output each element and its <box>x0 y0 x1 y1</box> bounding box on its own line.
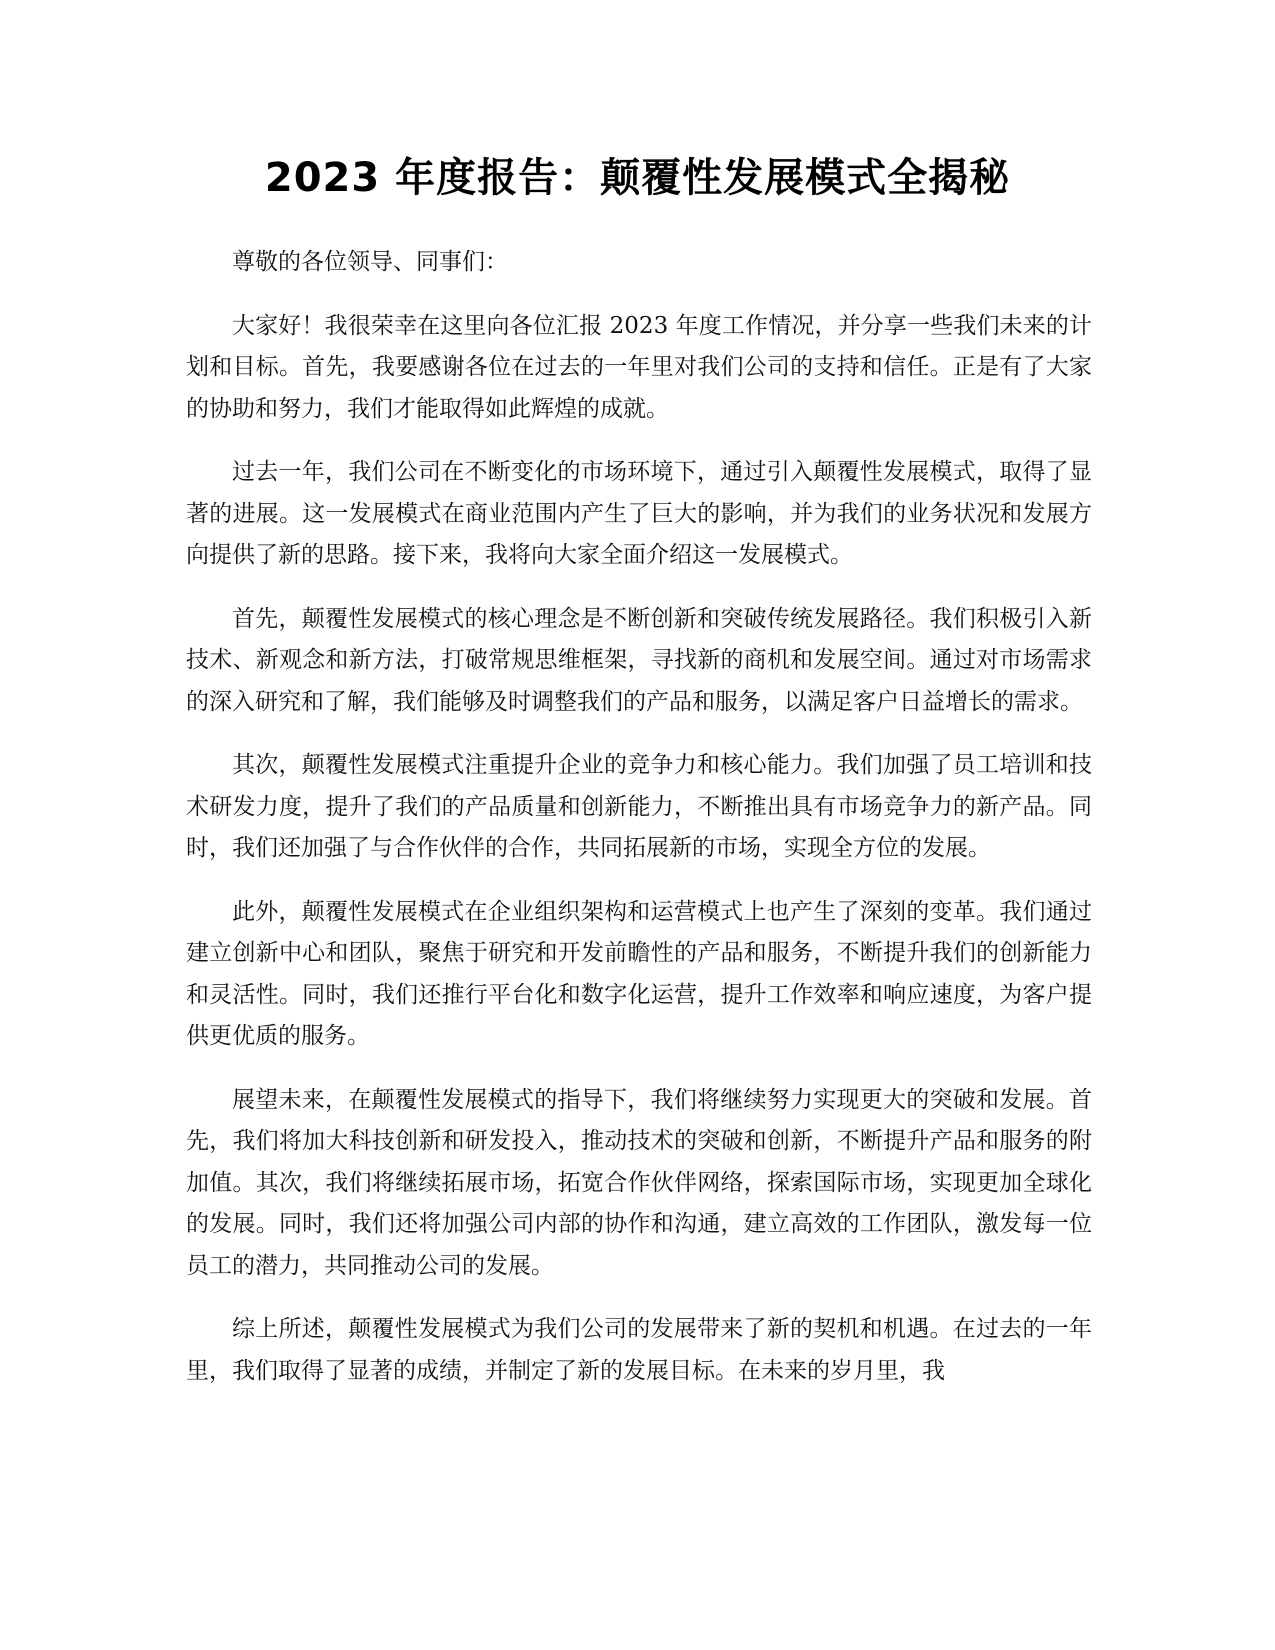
body-paragraph: 首先，颠覆性发展模式的核心理念是不断创新和突破传统发展路径。我们积极引入新技术、新观念和新方法，打破常规思维框架，寻找新的商机和发展空间。通过对市场需求的深入研究和了解，我们能够及时调整我们的产品和服务，以满足客户日益增长的需求。 <box>186 605 1092 715</box>
body-paragraph: 此外，颠覆性发展模式在企业组织架构和运营模式上也产生了深刻的变革。我们通过建立创新中心和团队，聚焦于研究和开发前瞻性的产品和服务，不断提升我们的创新能力和灵活性。同时，我们还推行平台化和数字化运营，提升工作效率和响应速度，为客户提供更优质的服务。 <box>186 898 1092 1049</box>
body-paragraph: 过去一年，我们公司在不断变化的市场环境下，通过引入颠覆性发展模式，取得了显著的进展。这一发展模式在商业范围内产生了巨大的影响，并为我们的业务状况和发展方向提供了新的思路。接下来，我将向大家全面介绍这一发展模式。 <box>186 459 1092 568</box>
document-body <box>186 242 1092 1414</box>
body-paragraph: 综上所述，颠覆性发展模式为我们公司的发展带来了新的契机和机遇。在过去的一年里，我们取得了显著的成绩，并制定了新的发展目标。在未来的岁月里，我 <box>186 1316 1092 1384</box>
body-paragraph: 大家好！我很荣幸在这里向各位汇报 2023 年度工作情况，并分享一些我们未来的计划和目标。首先，我要感谢各位在过去的一年里对我们公司的支持和信任。正是有了大家的协助和努力，我们才能取得如此辉煌的成就。 <box>186 312 1092 422</box>
body-paragraph: 其次，颠覆性发展模式注重提升企业的竞争力和核心能力。我们加强了员工培训和技术研发力度，提升了我们的产品质量和创新能力，不断推出具有市场竞争力的新产品。同时，我们还加强了与合作伙伴的合作，共同拓展新的市场，实现全方位的发展。 <box>186 752 1092 861</box>
body-paragraph: 展望未来，在颠覆性发展模式的指导下，我们将继续努力实现更大的突破和发展。首先，我们将加大科技创新和研发投入，推动技术的突破和创新，不断提升产品和服务的附加值。其次，我们将继续拓展市场，拓宽合作伙伴网络，探索国际市场，实现更加全球化的发展。同时，我们还将加强公司内部的协作和沟通，建立高效的工作团队，激发每一位员工的潜力，共同推动公司的发展。 <box>186 1086 1092 1279</box>
greeting-paragraph: 尊敬的各位领导、同事们： <box>232 249 508 275</box>
document-title: 2023 年度报告：颠覆性发展模式全揭秘 <box>264 155 1011 201</box>
